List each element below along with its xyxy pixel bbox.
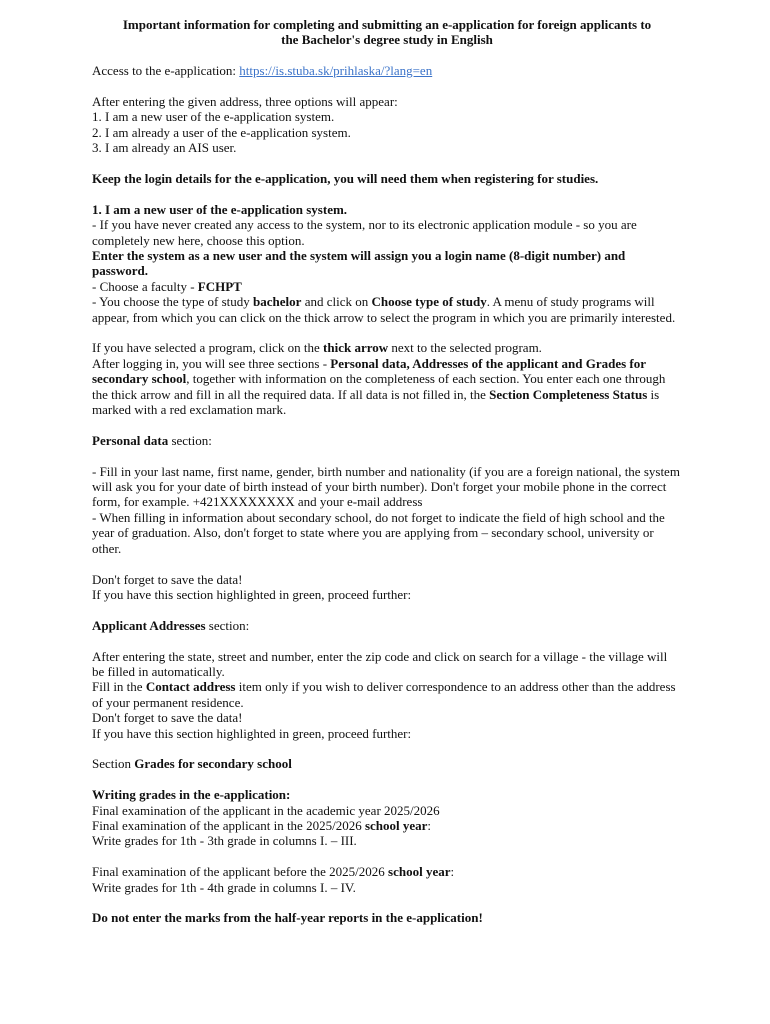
grades-line-4: Final examination of the applicant before the 2025/2026 school year: [92,864,455,880]
title-line-2: the Bachelor's degree study in English [281,32,493,48]
writing-grades-heading: Writing grades in the e-application: [92,787,291,803]
access-label: Access to the e-application: [92,63,240,79]
keep-login-notice: Keep the login details for the e-application, you will need them when registering for studies. [92,171,599,187]
grades-line-5: Write grades for 1th - 4th grade in columns I. – IV. [92,879,356,895]
grades-heading: Section Grades for secondary school [92,756,292,772]
options-intro: After entering the given address, three options will appear: [92,94,398,109]
option-item-3: 3. I am already an AIS user. [92,140,237,156]
grades-line-2: Final examination of the applicant in the 2025/2026 school year: [92,817,432,833]
application-link[interactable]: https://is.stuba.sk/prihlaska/?lang=en [239,63,433,79]
grades-line-1: Final examination of the applicant in the academic year 2025/2026 [92,802,440,818]
new-user-heading: 1. I am a new user of the e-application system. [92,201,348,217]
half-year-warning: Do not enter the marks from the half-year reports in the e-application! [92,910,483,926]
personal-data-heading: Personal data section: [92,432,212,448]
sections-paragraph: After logging in, you will see three sections - Personal data, Addresses of the applicant and Grades for secondary school, together with information on the completeness of each section. You enter each one through the thick arrow and fill in all the required data. If all data is not filled in, the Section Completeness Status is marked with a red exclamation mark. [92,355,666,418]
new-user-paragraph-1: - If you have never created any access to the system, nor to its electronic application module - so you are completely new here, choose this option. [92,217,637,248]
addresses-heading: Applicant Addresses section: [92,617,250,633]
option-item-2: 2. I am already a user of the e-application system. [92,124,351,140]
personal-proceed-note: If you have this section highlighted in green, proceed further: [92,586,412,602]
document-content [92,17,682,926]
access-paragraph [92,63,682,78]
personal-data-paragraph-1: - Fill in your last name, first name, gender, birth number and nationality (if you are a foreign national, the system will ask you for your date of birth instead of your birth number). Don't forget your mobile phone in the correct form, for example. +421XXXXXXXX and your e-mail address [92,463,680,510]
addresses-proceed-note: If you have this section highlighted in green, proceed further: [92,725,412,741]
faculty-line: - Choose a faculty - FCHPT [92,278,242,294]
new-user-paragraph-2: Enter the system as a new user and the system will assign you a login name (8-digit number) and password. [92,248,626,279]
addresses-paragraph-2: Fill in the Contact address item only if you wish to deliver correspondence to an address other than the address of your permanent residence. [92,679,676,710]
personal-data-paragraph-2: - When filling in information about secondary school, do not forget to indicate the field of high school and the year of graduation. Also, don't forget to state where you are applying from – secondary school, university or other. [92,509,665,556]
grades-line-3: Write grades for 1th - 3th grade in columns I. – III. [92,833,357,849]
program-selection-line: If you have selected a program, click on the thick arrow next to the selected program. [92,340,542,356]
title-line-1: Important information for completing and submitting an e-application for foreign applicants to [122,17,652,32]
addresses-save-reminder: Don't forget to save the data! [92,710,243,726]
personal-save-reminder: Don't forget to save the data! [92,571,243,587]
option-item-1: 1. I am a new user of the e-application system. [92,109,335,125]
document-title [92,17,682,48]
study-type-paragraph: - You choose the type of study bachelor and click on Choose type of study. A menu of study programs will appear, from which you can click on the thick arrow to select the program in which you are primarily interested. [92,294,676,325]
addresses-paragraph-1: After entering the state, street and number, enter the zip code and click on search for a village - the village will be filled in automatically. [92,648,668,679]
